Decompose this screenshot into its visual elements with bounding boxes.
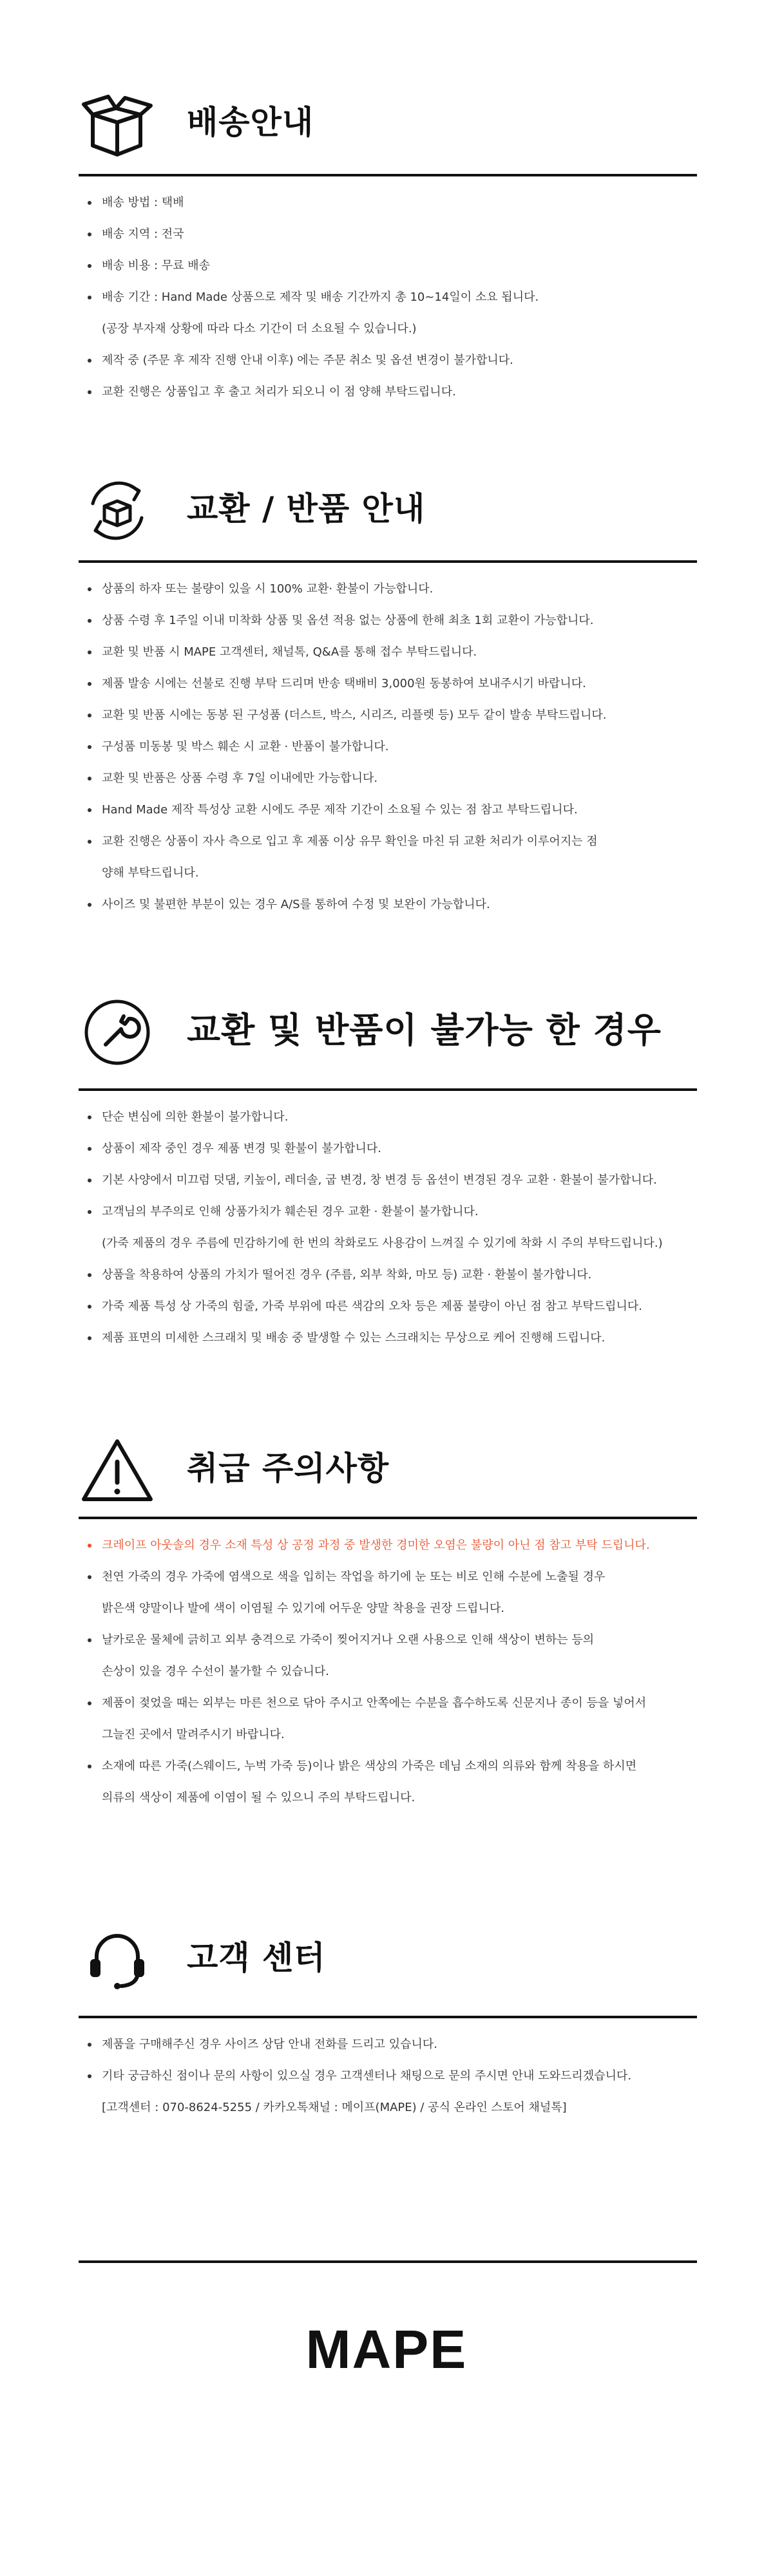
shipping-title: 배송안내 — [187, 104, 314, 141]
list-item: 배송 비용 : 무료 배송 — [88, 250, 687, 281]
list-item: 배송 지역 : 전국 — [88, 218, 687, 250]
list-item: 교환 및 반품은 상품 수령 후 7일 이내에만 가능합니다. — [88, 762, 687, 794]
cs-section — [0, 1919, 773, 2177]
list-item: 상품을 착용하여 상품의 가치가 떨어진 경우 (주름, 외부 착화, 마모 등) 교환 · 환불이 불가합니다. — [88, 1259, 687, 1291]
list-item: 제품을 구매해주신 경우 사이즈 상담 안내 전화를 드리고 있습니다. — [88, 2029, 687, 2060]
box-icon — [79, 89, 156, 160]
exchange-section — [0, 470, 773, 934]
cs-list — [88, 2029, 687, 2123]
footer-divider — [79, 2260, 697, 2263]
exchange-list — [88, 573, 687, 920]
impossible-title: 교환 및 반품이 불가능 한 경우 — [187, 1010, 662, 1050]
headset-icon — [79, 1924, 156, 1995]
wrench-icon — [79, 997, 156, 1068]
cs-title: 고객 센터 — [187, 1939, 326, 1976]
list-item-continuation: [고객센터 : 070-8624-5255 / 카카오톡채널 : 메이프(MAPE) / 공식 온라인 스토어 채널톡] — [102, 2101, 567, 2114]
list-item-continuation: (공장 부자재 상황에 따라 다소 기간이 더 소요될 수 있습니다.) — [102, 322, 417, 336]
list-item: 상품 수령 후 1주일 이내 미착화 상품 및 옵션 적용 없는 상품에 한해 최초 1회 교환이 가능합니다. — [88, 605, 687, 636]
list-item: 고객님의 부주의로 인해 상품가치가 훼손된 경우 교환 · 환불이 불가합니다. — [88, 1196, 687, 1227]
shipping-divider — [79, 174, 697, 176]
list-item: 교환 및 반품 시에는 동봉 된 구성품 (더스트, 박스, 시리즈, 리플렛 등) 모두 같이 발송 부탁드립니다. — [88, 699, 687, 731]
list-item: 구성품 미동봉 및 박스 훼손 시 교환 · 반품이 불가합니다. — [88, 731, 687, 762]
list-item: 기본 사양에서 미끄럼 덧댐, 키높이, 레더솔, 굽 변경, 창 변경 등 옵션이 변경된 경우 교환 · 환불이 불가합니다. — [88, 1164, 687, 1196]
caution-title: 취급 주의사항 — [187, 1450, 390, 1487]
list-item: 배송 방법 : 택배 — [88, 187, 687, 218]
list-item-continuation: 밝은색 양말이나 발에 색이 이염될 수 있기에 어두운 양말 착용을 권장 드립니다. — [102, 1602, 505, 1615]
impossible-list — [88, 1101, 687, 1354]
exchange-title: 교환 / 반품 안내 — [187, 490, 426, 527]
exchange-divider — [79, 560, 697, 563]
list-item-continuation: 그늘진 곳에서 말려주시기 바랍니다. — [102, 1728, 285, 1741]
list-item-continuation: (가죽 제품의 경우 주름에 민감하기에 한 번의 착화로도 사용감이 느껴질 수 있기에 착화 시 주의 부탁드립니다.) — [102, 1236, 663, 1250]
list-item: 교환 및 반품 시 MAPE 고객센터, 채널톡, Q&A를 통해 접수 부탁드립니다. — [88, 636, 687, 668]
cs-divider — [79, 2016, 697, 2018]
list-item: 상품의 하자 또는 불량이 있을 시 100% 교환· 환불이 가능합니다. — [88, 573, 687, 605]
impossible-divider — [79, 1088, 697, 1091]
list-item: 사이즈 및 불편한 부분이 있는 경우 A/S를 통하여 수정 및 보완이 가능합니다. — [88, 889, 687, 920]
list-item: 제작 중 (주문 후 제작 진행 안내 이후) 에는 주문 취소 및 옵션 변경이 불가합니다. — [88, 345, 687, 376]
list-item: Hand Made 제작 특성상 교환 시에도 주문 제작 기간이 소요될 수 있는 점 참고 부탁드립니다. — [88, 794, 687, 826]
list-item: 제품이 젖었을 때는 외부는 마른 천으로 닦아 주시고 안쪽에는 수분을 흡수하도록 신문지나 종이 등을 넣어서 — [88, 1687, 687, 1719]
caution-section — [0, 1430, 773, 1848]
warning-icon — [79, 1435, 156, 1506]
list-item: 천연 가죽의 경우 가죽에 염색으로 색을 입히는 작업을 하기에 눈 또는 비로 인해 수분에 노출될 경우 — [88, 1561, 687, 1593]
list-item: 상품이 제작 중인 경우 제품 변경 및 환불이 불가합니다. — [88, 1133, 687, 1164]
list-item: 가죽 제품 특성 상 가죽의 힘줄, 가죽 부위에 따른 색감의 오차 등은 제품 불량이 아닌 점 참고 부탁드립니다. — [88, 1291, 687, 1322]
list-item: 날카로운 물체에 긁히고 외부 충격으로 가죽이 찢어지거나 오랜 사용으로 인해 색상이 변하는 등의 — [88, 1624, 687, 1656]
list-item: 소재에 따른 가죽(스웨이드, 누벅 가죽 등)이나 밝은 색상의 가죽은 데님 소재의 의류와 함께 착용을 하시면 — [88, 1750, 687, 1782]
list-item: 단순 변심에 의한 환불이 불가합니다. — [88, 1101, 687, 1133]
list-item: 배송 기간 : Hand Made 상품으로 제작 및 배송 기간까지 총 10~14일이 소요 됩니다. — [88, 281, 687, 313]
list-item-highlight: 크레이프 아웃솔의 경우 소재 특성 상 공정 과정 중 발생한 경미한 오염은 불량이 아닌 점 참고 부탁 드립니다. — [88, 1530, 687, 1561]
brand-logo: MAPE — [305, 2319, 468, 2380]
list-item-continuation: 손상이 있을 경우 수선이 불가할 수 있습니다. — [102, 1665, 330, 1678]
list-item: 제품 발송 시에는 선불로 진행 부탁 드리며 반송 택배비 3,000원 동봉하여 보내주시기 바랍니다. — [88, 668, 687, 699]
list-item: 기타 궁금하신 점이나 문의 사항이 있으실 경우 고객센터나 채팅으로 문의 주시면 안내 도와드리겠습니다. — [88, 2060, 687, 2092]
list-item-continuation: 의류의 색상이 제품에 이염이 될 수 있으니 주의 부탁드립니다. — [102, 1791, 415, 1804]
list-item-continuation: 양해 부탁드립니다. — [102, 866, 199, 880]
caution-divider — [79, 1517, 697, 1519]
shipping-list — [88, 187, 687, 408]
exchange-box-icon — [79, 475, 156, 546]
caution-list — [88, 1530, 687, 1814]
list-item: 교환 진행은 상품이 자사 측으로 입고 후 제품 이상 유무 확인을 마친 뒤 교환 처리가 이루어지는 점 — [88, 826, 687, 857]
list-item: 제품 표면의 미세한 스크래치 및 배송 중 발생할 수 있는 스크래치는 무상으로 케어 진행해 드립니다. — [88, 1322, 687, 1354]
list-item: 교환 진행은 상품입고 후 출고 처리가 되오니 이 점 양해 부탁드립니다. — [88, 376, 687, 408]
impossible-section — [0, 992, 773, 1391]
shipping-section — [0, 84, 773, 419]
